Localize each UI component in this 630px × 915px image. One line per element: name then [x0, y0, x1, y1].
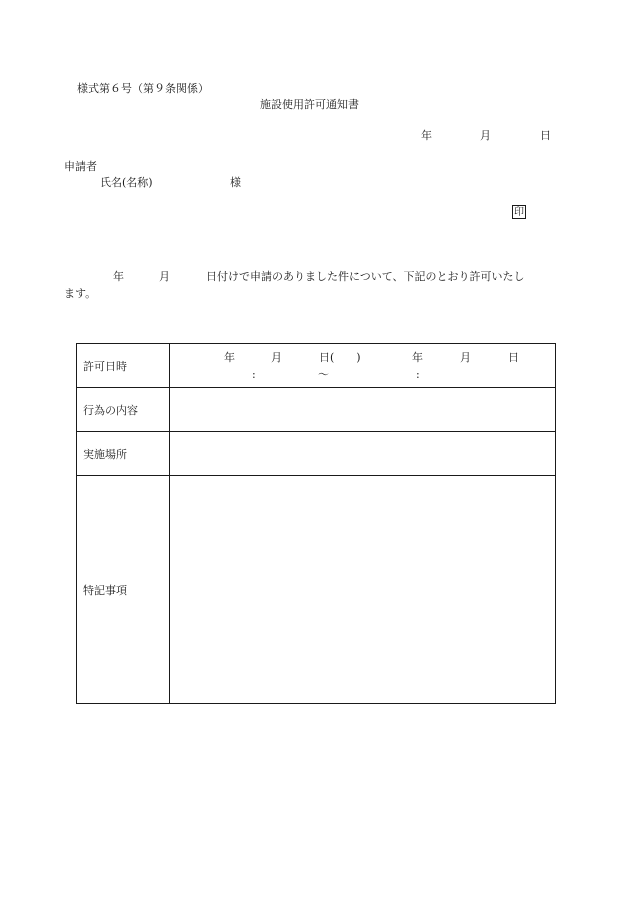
- notice-date-day: 日: [540, 129, 551, 142]
- notice-body-text: [64, 268, 564, 302]
- special-notes-value: [170, 476, 556, 704]
- applicant-name-label: 氏名(名称): [100, 176, 153, 189]
- activity-content-value: [170, 388, 556, 432]
- start-month: 月: [271, 351, 282, 364]
- activity-content-label: 行為の内容: [77, 388, 170, 432]
- special-notes-label: 特記事項: [77, 476, 170, 704]
- end-year: 年: [412, 351, 423, 364]
- applicant-honorific: 様: [230, 176, 241, 189]
- body-text-line2: ます。: [64, 287, 97, 300]
- permit-details-table: [76, 343, 556, 704]
- application-date-month: 月: [159, 270, 170, 283]
- table-row-permit-datetime: [77, 344, 556, 388]
- seal-stamp-mark: 印: [514, 207, 524, 218]
- start-year: 年: [224, 351, 235, 364]
- form-number: 様式第６号（第９条関係）: [77, 82, 209, 95]
- body-text-line1: 日付けで申請のありました件について、下記のとおり許可いたし: [206, 270, 525, 283]
- document-title: 施設使用許可通知書: [260, 98, 359, 111]
- start-time-colon: :: [252, 368, 256, 381]
- table-row-activity: [77, 388, 556, 432]
- end-time-colon: :: [416, 368, 420, 381]
- table-row-special-notes: [77, 476, 556, 704]
- end-month: 月: [460, 351, 471, 364]
- permit-datetime-value: [170, 344, 556, 388]
- venue-value: [170, 432, 556, 476]
- table-row-place: [77, 432, 556, 476]
- permit-datetime-label: 許可日時: [77, 344, 170, 388]
- venue-label: 実施場所: [77, 432, 170, 476]
- application-date-year: 年: [113, 270, 124, 283]
- end-day: 日: [508, 351, 519, 364]
- notice-date-year: 年: [421, 129, 432, 142]
- notice-date-month: 月: [480, 129, 491, 142]
- start-day-weekday: 日( ): [319, 351, 361, 364]
- range-tilde: ～: [318, 368, 329, 381]
- applicant-label: 申請者: [64, 160, 97, 173]
